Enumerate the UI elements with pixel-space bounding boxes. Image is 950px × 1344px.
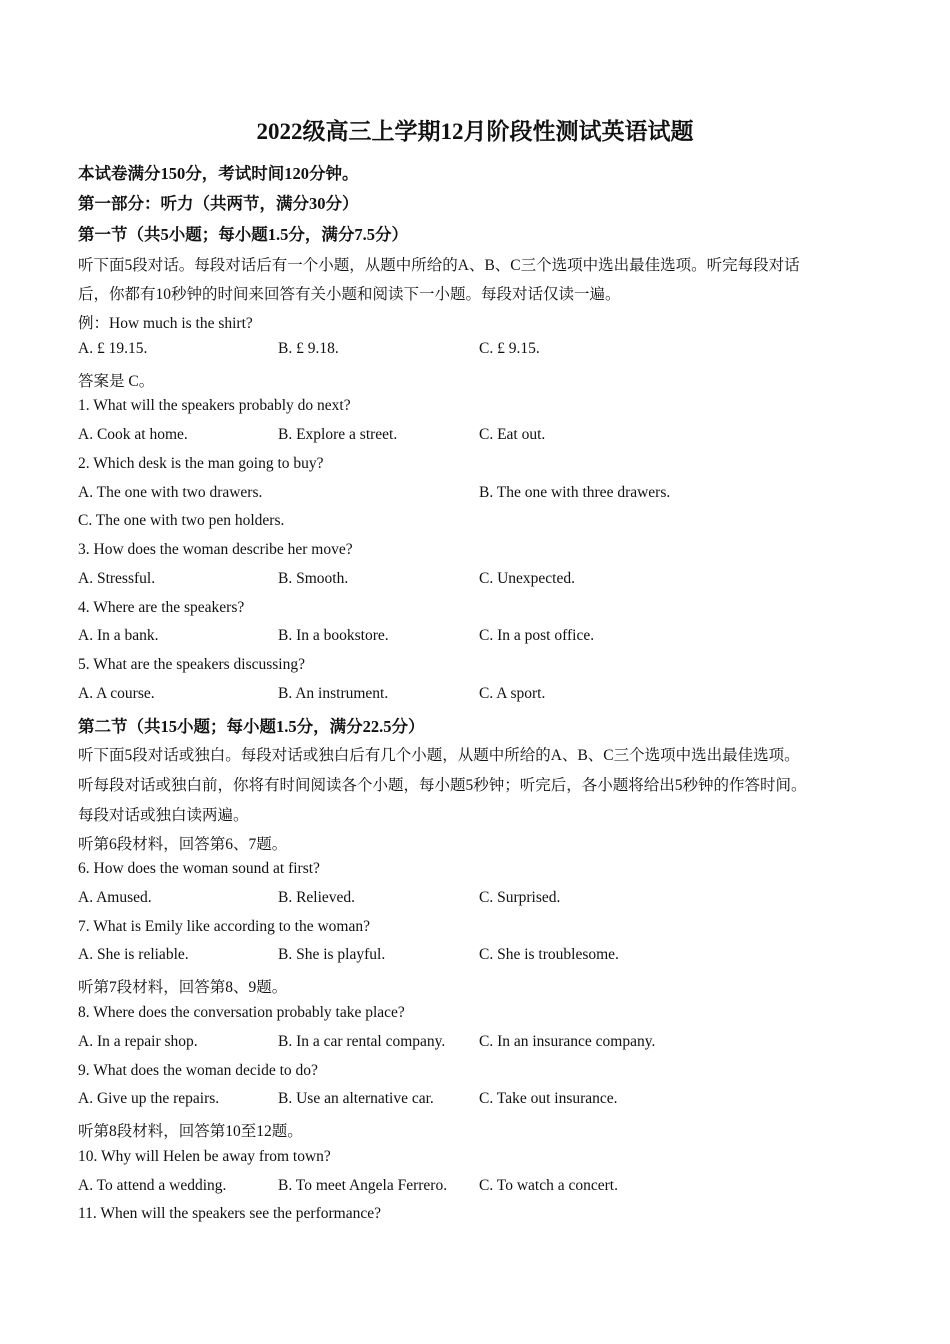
example-option-b: B. £ 9.18.	[278, 340, 339, 357]
q5-option-b: B. An instrument.	[278, 685, 389, 702]
q3-option-b: B. Smooth.	[278, 570, 349, 587]
q2-option-c: C. The one with two pen holders.	[78, 512, 285, 529]
exam-title: 2022级高三上学期12月阶段性测试英语试题	[256, 119, 694, 144]
material-note: 听第7段材料，回答第8、9题。	[78, 979, 288, 996]
q7-option-a: A. She is reliable.	[78, 946, 189, 963]
q8-option-b: B. In a car rental company.	[278, 1033, 446, 1050]
q8-option-c: C. In an insurance company.	[479, 1033, 656, 1050]
q3-option-c: C. Unexpected.	[479, 570, 575, 587]
part1-heading: 第一部分：听力（共两节，满分30分）	[78, 194, 359, 213]
q7-option-c: C. She is troublesome.	[479, 946, 619, 963]
question-1: 1. What will the speakers probably do next?	[78, 397, 351, 414]
q8-option-a: A. In a repair shop.	[78, 1033, 198, 1050]
question-8: 8. Where does the conversation probably take place?	[78, 1004, 405, 1021]
question-9: 9. What does the woman decide to do?	[78, 1062, 318, 1079]
q4-option-c: C. In a post office.	[479, 627, 595, 644]
section1-instructions: 后，你都有10秒钟的时间来回答有关小题和阅读下一小题。每段对话仅读一遍。	[78, 286, 621, 303]
q5-option-c: C. A sport.	[479, 685, 546, 702]
section2-instructions: 每段对话或独白读两遍。	[78, 807, 249, 824]
question-5: 5. What are the speakers discussing?	[78, 656, 305, 673]
section1-heading: 第一节（共5小题；每小题1.5分，满分7.5分）	[78, 225, 408, 244]
question-7: 7. What is Emily like according to the woman?	[78, 918, 370, 935]
example-option-c: C. £ 9.15.	[479, 340, 540, 357]
q6-option-a: A. Amused.	[78, 889, 152, 906]
example-question: 例：How much is the shirt?	[78, 315, 253, 332]
q7-option-b: B. She is playful.	[278, 946, 386, 963]
question-4: 4. Where are the speakers?	[78, 599, 245, 616]
q4-option-b: B. In a bookstore.	[278, 627, 389, 644]
exam-info: 本试卷满分150分，考试时间120分钟。	[78, 164, 359, 183]
example-answer: 答案是 C。	[78, 373, 155, 390]
q4-option-a: A. In a bank.	[78, 627, 159, 644]
q2-option-a: A. The one with two drawers.	[78, 484, 263, 501]
material-note: 听第6段材料，回答第6、7题。	[78, 836, 288, 853]
q2-option-b: B. The one with three drawers.	[479, 484, 671, 501]
q10-option-c: C. To watch a concert.	[479, 1177, 618, 1194]
question-3: 3. How does the woman describe her move?	[78, 541, 353, 558]
q1-option-a: A. Cook at home.	[78, 426, 188, 443]
q9-option-a: A. Give up the repairs.	[78, 1090, 220, 1107]
q9-option-c: C. Take out insurance.	[479, 1090, 618, 1107]
q6-option-c: C. Surprised.	[479, 889, 561, 906]
question-6: 6. How does the woman sound at first?	[78, 860, 320, 877]
q6-option-b: B. Relieved.	[278, 889, 356, 906]
q10-option-b: B. To meet Angela Ferrero.	[278, 1177, 448, 1194]
example-option-a: A. £ 19.15.	[78, 340, 148, 357]
q5-option-a: A. A course.	[78, 685, 155, 702]
section2-heading: 第二节（共15小题；每小题1.5分，满分22.5分）	[78, 717, 425, 736]
q10-option-a: A. To attend a wedding.	[78, 1177, 227, 1194]
section1-instructions: 听下面5段对话。每段对话后有一个小题，从题中所给的A、B、C三个选项中选出最佳选项。听完每段对话	[78, 257, 800, 274]
question-10: 10. Why will Helen be away from town?	[78, 1148, 331, 1165]
question-2: 2. Which desk is the man going to buy?	[78, 455, 324, 472]
q1-option-b: B. Explore a street.	[278, 426, 398, 443]
section2-instructions: 听下面5段对话或独白。每段对话或独白后有几个小题，从题中所给的A、B、C三个选项中选出最佳选项。	[78, 747, 800, 764]
q1-option-c: C. Eat out.	[479, 426, 546, 443]
q3-option-a: A. Stressful.	[78, 570, 156, 587]
question-11: 11. When will the speakers see the performance?	[78, 1205, 381, 1222]
section2-instructions: 听每段对话或独白前，你将有时间阅读各个小题，每小题5秒钟；听完后，各小题将给出5秒钟的作答时间。	[78, 777, 807, 794]
q9-option-b: B. Use an alternative car.	[278, 1090, 434, 1107]
material-note: 听第8段材料，回答第10至12题。	[78, 1123, 303, 1140]
